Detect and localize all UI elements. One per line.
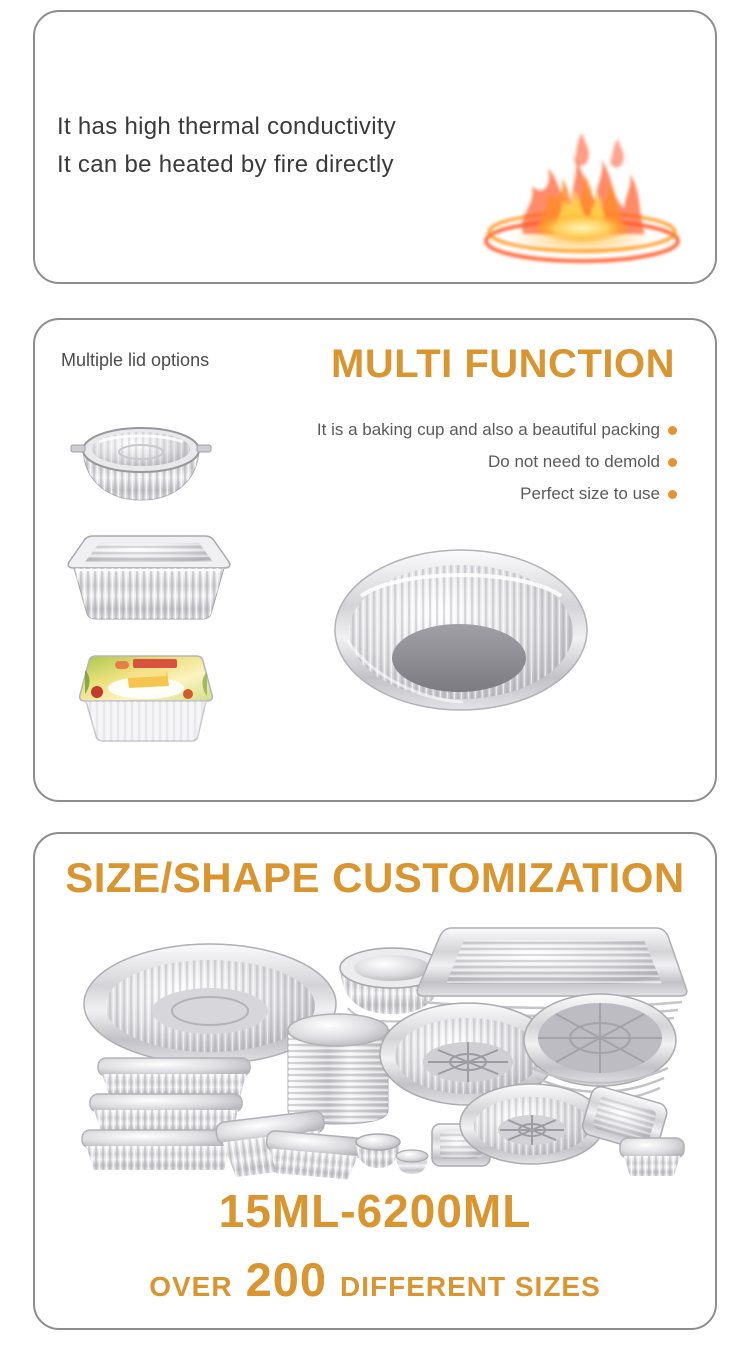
rectangular-foil-container-image bbox=[59, 528, 239, 624]
capacity-range-text: 15ML-6200ML bbox=[218, 1185, 532, 1237]
sizes-prefix: OVER bbox=[149, 1271, 233, 1302]
feature-bullet bbox=[317, 414, 677, 446]
customization-title: SIZE/SHAPE CUSTOMIZATION bbox=[65, 854, 685, 901]
small-rect-container-front bbox=[620, 1138, 684, 1176]
multiple-lid-options-label: Multiple lid options bbox=[61, 350, 210, 370]
round-foil-bowl-image bbox=[65, 398, 217, 510]
small-cups bbox=[356, 1134, 428, 1174]
feature-bullet bbox=[317, 446, 677, 478]
thermal-line-2: It can be heated by fire directly bbox=[57, 151, 394, 178]
round-lid-cylinder-stack bbox=[288, 1014, 388, 1124]
round-foil-pan-image bbox=[331, 544, 591, 716]
loaf-pan-2 bbox=[264, 1130, 363, 1180]
sizes-count-line bbox=[35, 1252, 715, 1307]
multi-function-title: MULTI FUNCTION bbox=[331, 342, 675, 386]
thermal-conductivity-card bbox=[33, 10, 717, 284]
feature-bullet-text: Perfect size to use bbox=[520, 484, 660, 503]
thermal-text bbox=[57, 108, 396, 184]
sizes-suffix: DIFFERENT SIZES bbox=[339, 1271, 601, 1302]
bullet-dot-icon bbox=[668, 458, 677, 467]
feature-bullet bbox=[317, 478, 677, 510]
bullet-dot-icon bbox=[668, 426, 677, 435]
feature-bullet-text: It is a baking cup and also a beautiful packing bbox=[316, 420, 660, 439]
assorted-foil-containers-image bbox=[60, 912, 690, 1180]
stacked-rect-trays bbox=[82, 1058, 250, 1170]
printed-lid-container-image bbox=[75, 650, 217, 744]
size-shape-customization-card bbox=[33, 832, 717, 1330]
multi-function-card bbox=[33, 318, 717, 802]
fire-image bbox=[478, 128, 686, 270]
bullet-dot-icon bbox=[668, 490, 677, 499]
feature-bullet-list bbox=[317, 414, 677, 510]
sizes-count: 200 bbox=[245, 1253, 327, 1306]
feature-bullet-text: Do not need to demold bbox=[487, 452, 660, 471]
thermal-line-1: It has high thermal conductivity bbox=[57, 113, 397, 140]
